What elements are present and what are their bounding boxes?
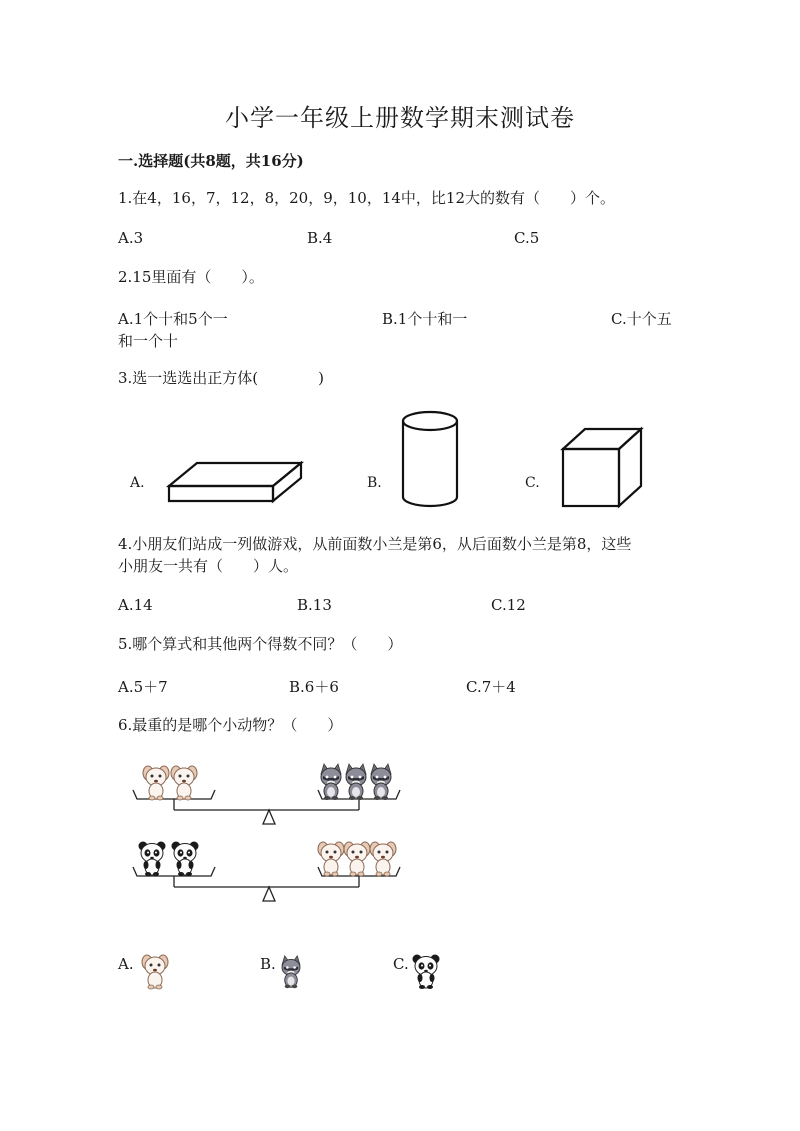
q2-option-c[interactable]: C.十个五	[611, 310, 672, 328]
section-heading: 一.选择题(共8题，共16分)	[118, 152, 304, 170]
raccoon-icon	[278, 954, 304, 990]
q5-option-b[interactable]: B.6＋6	[289, 678, 339, 696]
question-2: 2.15里面有（ ）。	[118, 268, 264, 286]
q1-option-a[interactable]: A.3	[118, 229, 144, 247]
panda-icon	[139, 842, 166, 877]
q4-option-c[interactable]: C.12	[491, 596, 526, 614]
q4-option-b[interactable]: B.13	[297, 596, 332, 614]
question-6: 6.最重的是哪个小动物？（ ）	[118, 716, 343, 734]
q6-option-c[interactable]: C.	[393, 955, 409, 973]
raccoon-icon	[371, 764, 391, 800]
dog-icon	[344, 842, 370, 876]
raccoon-icon	[346, 764, 366, 800]
dog-icon	[370, 842, 396, 876]
q4-option-a[interactable]: A.14	[118, 596, 153, 614]
q6-option-b[interactable]: B.	[260, 955, 276, 973]
raccoon-icon	[321, 764, 341, 800]
q2-option-b[interactable]: B.1个十和一	[382, 310, 468, 328]
cube-icon	[560, 426, 645, 510]
q3-option-c[interactable]: C.	[525, 475, 540, 491]
cuboid-icon	[166, 460, 306, 505]
q5-option-c[interactable]: C.7＋4	[466, 678, 516, 696]
cylinder-icon	[400, 410, 462, 510]
panda-icon	[172, 842, 199, 877]
q3-option-a[interactable]: A.	[130, 475, 145, 491]
q3-option-b[interactable]: B.	[367, 475, 382, 491]
balance-scale-1	[128, 760, 408, 830]
q1-option-b[interactable]: B.4	[307, 229, 333, 247]
q2-option-c-wrap: 和一个十	[118, 332, 179, 350]
question-4-line-2: 小朋友一共有（ ）人。	[118, 557, 299, 575]
question-4-line-1: 4.小朋友们站成一列做游戏，从前面数小兰是第6，从后面数小兰是第8，这些	[118, 535, 632, 553]
question-5: 5.哪个算式和其他两个得数不同？（ ）	[118, 635, 403, 653]
question-1: 1.在4，16，7，12，8，20，9，10，14中，比12大的数有（ ）个。	[118, 189, 616, 207]
panda-icon	[410, 950, 442, 992]
balance-scale-2	[128, 836, 408, 906]
dog-icon	[318, 842, 344, 876]
q6-option-a[interactable]: A.	[118, 955, 134, 973]
q2-option-a[interactable]: A.1个十和5个一	[118, 310, 228, 328]
question-3: 3.选一选选出正方体( )	[118, 369, 325, 387]
page-title: 小学一年级上册数学期末测试卷	[225, 104, 575, 132]
dog-icon	[143, 766, 169, 800]
dog-icon	[171, 766, 197, 800]
dog-icon	[140, 950, 170, 992]
q1-option-c[interactable]: C.5	[514, 229, 540, 247]
q5-option-a[interactable]: A.5＋7	[118, 678, 168, 696]
